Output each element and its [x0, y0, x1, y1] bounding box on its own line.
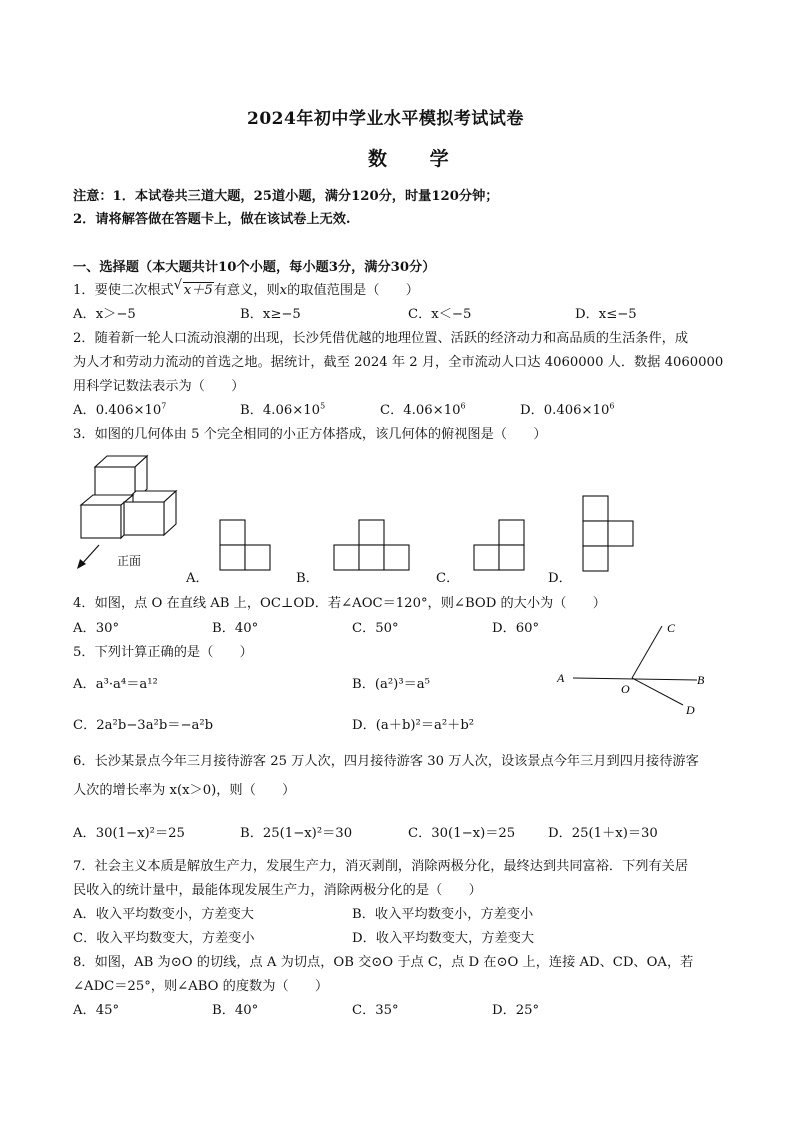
q2-option-c-exp: 6 [460, 401, 466, 411]
q4-option-c[interactable]: C．50° [352, 621, 399, 636]
subject-title: 数 学 [368, 148, 467, 170]
q8-option-d[interactable]: D．25° [492, 1003, 540, 1018]
q3-option-a-figure[interactable] [219, 519, 271, 571]
q1-option-d[interactable]: D．x≤−5 [575, 307, 637, 322]
q2-option-a[interactable] [73, 399, 166, 418]
q1-option-c[interactable]: C．x＜−5 [408, 307, 472, 322]
question-3-stem: 3．如图的几何体由 5 个完全相同的小正方体搭成，该几何体的俯视图是（ ） [73, 427, 547, 442]
q8-option-a[interactable]: A．45° [73, 1003, 120, 1018]
q4-option-a[interactable]: A．30° [73, 621, 120, 636]
q1-stem-part-a: 1．要使二次根式 [73, 283, 174, 298]
q8-option-c[interactable]: C．35° [352, 1003, 399, 1018]
notice-line-2: 2．请将解答做在答题卡上，做在该试卷上无效. [73, 212, 351, 227]
q5-option-c[interactable]: C．2a²b−3a²b＝−a²b [73, 718, 214, 733]
question-7-line-1: 7．社会主义本质是解放生产力，发展生产力，消灭剥削，消除两极分化，最终达到共同富裕．下列有关居 [73, 859, 689, 874]
q7-option-b[interactable]: B．收入平均数变小，方差变小 [352, 907, 534, 922]
q3-option-b-label: B． [296, 571, 319, 586]
question-2-line-3: 用科学记数法表示为（ ） [73, 379, 245, 394]
q2-option-a-label: A．0.406×10 [73, 403, 162, 418]
q2-option-d-label: D．0.406×10 [520, 403, 610, 418]
front-view-label: 正面 [117, 554, 142, 568]
question-7-line-2: 民收入的统计量中，最能体现发展生产力，消除两极分化的是（ ） [73, 883, 482, 898]
question-6-line-2: 人次的增长率为 x(x＞0)，则（ ） [73, 783, 296, 798]
section-heading: 一、选择题（本大题共计10个小题，每小题3分，满分30分） [73, 260, 436, 275]
q1-stem-part-c: 的取值范围是（ ） [287, 283, 419, 298]
q4-option-d[interactable]: D．60° [492, 621, 540, 636]
q8-option-b[interactable]: B．40° [212, 1003, 259, 1018]
q6-option-d[interactable]: D．25(1＋x)＝30 [548, 826, 658, 841]
q3-option-d-label: D． [548, 571, 572, 586]
question-1-stem [73, 279, 419, 298]
q3-option-c-figure[interactable] [473, 519, 525, 571]
q7-option-a[interactable]: A．收入平均数变小，方差变大 [73, 907, 254, 922]
q7-option-d[interactable]: D．收入平均数变大，方差变大 [352, 931, 535, 946]
q4-angle-figure [555, 620, 715, 720]
q4-point-d-label: D [686, 703, 695, 717]
q2-option-d-exp: 6 [609, 401, 615, 411]
q3-option-c-label: C． [436, 571, 460, 586]
page-title: 2024年初中学业水平模拟考试试卷 [247, 109, 524, 129]
question-2-line-1: 2．随着新一轮人口流动浪潮的出现，长沙凭借优越的地理位置、活跃的经济动力和高品质的生活条件，成 [73, 331, 689, 346]
q6-option-b[interactable]: B．25(1−x)²＝30 [240, 826, 353, 841]
question-4-stem: 4．如图，点 O 在直线 AB 上，OC⊥OD．若∠AOC＝120°，则∠BOD 的大小为（ ） [73, 596, 606, 611]
q3-option-a-label: A． [186, 571, 209, 586]
q3-option-b-figure[interactable] [333, 519, 410, 571]
question-8-line-2: ∠ADC＝25°，则∠ABO 的度数为（ ） [73, 979, 329, 994]
q2-option-b-exp: 5 [320, 401, 326, 411]
q1-option-a[interactable]: A．x＞−5 [73, 307, 136, 322]
q4-option-b[interactable]: B．40° [212, 621, 259, 636]
q4-point-c-label: C [667, 621, 676, 635]
q6-option-a[interactable]: A．30(1−x)²＝25 [73, 826, 185, 841]
q2-option-b[interactable] [240, 399, 325, 418]
q6-option-c[interactable]: C．30(1−x)＝25 [408, 826, 516, 841]
q5-option-d[interactable]: D．(a＋b)²＝a²＋b² [352, 718, 475, 733]
notice-line-1: 注意：1．本试卷共三道大题，25道小题，满分120分，时量120分钟； [73, 189, 499, 204]
question-8-line-1: 8．如图，AB 为⊙O 的切线，点 A 为切点，OB 交⊙O 于点 C，点 D 在⊙O 上，连接 AD、CD、OA，若 [73, 955, 694, 970]
q1-radicand: x＋5 [183, 283, 213, 298]
q7-option-c[interactable]: C．收入平均数变大，方差变小 [73, 931, 255, 946]
q4-point-a-label: A [557, 671, 565, 685]
q2-option-b-label: B．4.06×10 [240, 403, 321, 418]
q3-option-d-figure[interactable] [582, 495, 634, 572]
square-root [174, 279, 214, 298]
question-5-stem: 5．下列计算正确的是（ ） [73, 645, 253, 660]
q4-point-o-label: O [621, 682, 630, 696]
q1-variable: x [279, 283, 288, 298]
question-2-line-2: 为人才和劳动力流动的首选之地。据统计，截至 2024 年 2 月，全市流动人口达 4060000 人．数据 4060000 [73, 355, 724, 370]
q5-option-b[interactable]: B．(a²)³＝a⁵ [352, 677, 430, 692]
q2-option-a-exp: 7 [161, 401, 167, 411]
question-6-line-1: 6．长沙某景点今年三月接待游客 25 万人次，四月接待游客 30 万人次，设该景点今年三月到四月接待游客 [73, 754, 699, 769]
q1-option-b[interactable]: B．x≥−5 [240, 307, 301, 322]
q4-point-b-label: B [697, 673, 705, 687]
q2-option-c[interactable] [380, 399, 466, 418]
q5-option-a[interactable]: A．a³·a⁴＝a¹² [73, 677, 158, 692]
q2-option-c-label: C．4.06×10 [380, 403, 461, 418]
q1-stem-part-b: 有意义，则 [213, 283, 280, 298]
q2-option-d[interactable] [520, 399, 614, 418]
